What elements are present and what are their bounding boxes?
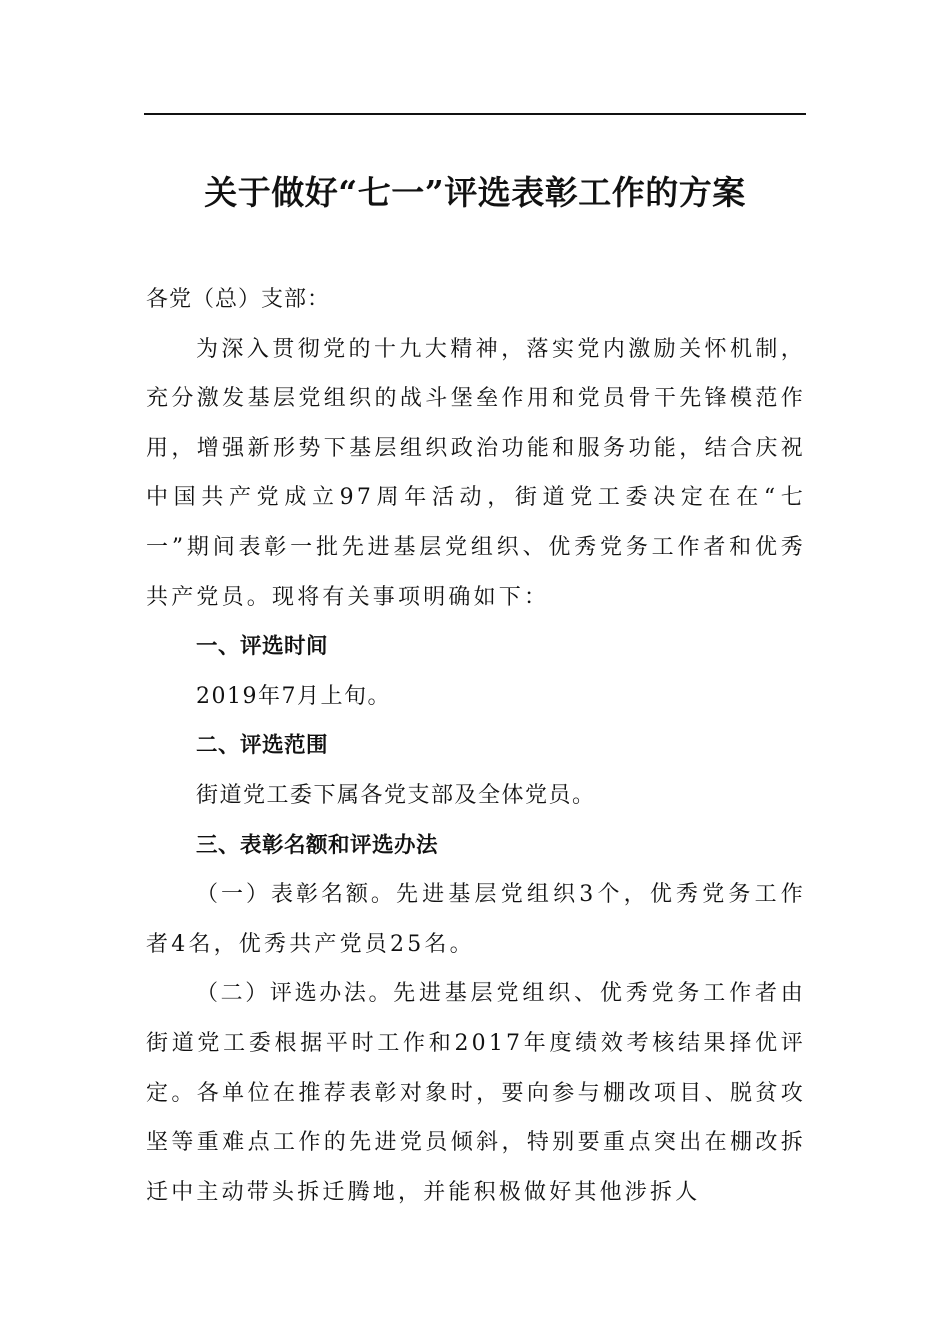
document-body bbox=[146, 275, 806, 1217]
method-lead: （二）评选办法。 bbox=[196, 981, 394, 1007]
intro-paragraph: 为深入贯彻党的十九大精神，落实党内激励关怀机制，充分激发基层党组织的战斗堡垒作用和党员骨干先锋模范作用，增强新形势下基层组织政治功能和服务功能，结合庆祝中国共产党成立97周年活动，街道党工委决定在在“七一”期间表彰一批先进基层党组织、优秀党务工作者和优秀共产党员。现将有关事项明确如下： bbox=[146, 336, 806, 610]
method-text: 先进基层党组织、优秀党务工作者由街道党工委根据平时工作和2017年度绩效考核结果择优评定。各单位在推荐表彰对象时，要向参与棚改项目、脱贫攻坚等重难点工作的先进党员倾斜，特别要重点突出在棚改拆迁中主动带头拆迁腾地，并能积极做好其他涉拆人 bbox=[146, 981, 806, 1205]
document-title: 关于做好“七一”评选表彰工作的方案 bbox=[204, 173, 746, 212]
section-content-time: 2019年7月上旬。 bbox=[196, 683, 391, 709]
section-heading-time: 一、评选时间 bbox=[196, 634, 329, 660]
section-content-scope: 街道党工委下属各党支部及全体党员。 bbox=[196, 782, 596, 808]
quota-text: 先进基层党组织3个，优秀党务工作者4名，优秀共产党员25名。 bbox=[146, 882, 806, 957]
quota-paragraph bbox=[146, 870, 806, 969]
section-heading-scope: 二、评选范围 bbox=[196, 733, 329, 759]
quota-lead: （一）表彰名额。 bbox=[196, 882, 396, 908]
header-rule bbox=[144, 113, 806, 115]
salutation: 各党（总）支部： bbox=[146, 287, 331, 312]
section-heading-quota: 三、表彰名额和评选办法 bbox=[196, 832, 439, 858]
method-paragraph bbox=[146, 969, 806, 1217]
